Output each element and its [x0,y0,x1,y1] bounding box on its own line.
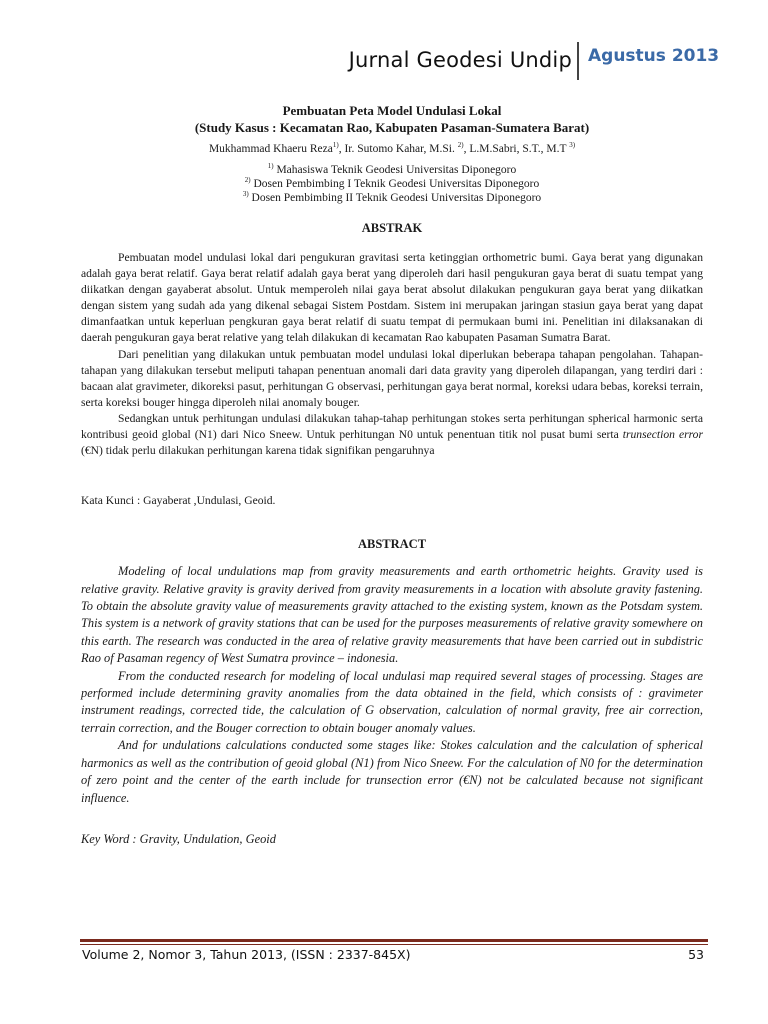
abstrak-p3-end: (€N) tidak perlu dilakukan perhitungan karena tidak signifikan pengaruhnya [81,444,435,458]
title-line-1: Pembuatan Peta Model Undulasi Lokal [282,103,502,118]
affiliation-3-mark: 3) [242,190,249,199]
page-header [0,42,768,82]
affiliation-2-text: Dosen Pembimbing I Teknik Geodesi Universitas Diponegoro [250,178,540,190]
kata-kunci: Kata Kunci : Gayaberat ,Undulasi, Geoid. [81,494,276,508]
affiliation-3-text: Dosen Pembimbing II Teknik Geodesi Universitas Diponegoro [248,192,542,204]
header-divider [577,42,579,80]
abstrak-paragraph-1: Pembuatan model undulasi lokal dari pengukuran gravitasi serta ketinggian orthometric bumi. Gaya berat yang digunakan adalah gaya berat relatif. Gaya berat relatif adalah gaya berat yang diperoleh dari hasil pengukuran gaya berat di suatu tempat yang diikatkan dengan gayaberat absolut. Untuk memperoleh nilai gaya berat absolut dilakukan pengukuran gaya berat yang diikatkan dengan sistem yang sudah ada yang dikenal sebagai Sistem Postdam. Sistem ini merupakan jaringan stasiun gaya berat yang dapat dimanfaatkan untuk keperluan pengkuran gaya berat relatif di suatu tempat di permukaan bumi ini. Penelitian ini dilaksanakan di daerah pengukuran gaya berat relative yang telah dilakukan di kecamatan Rao kabupaten Pasaman Sumatra Barat. [81,251,703,345]
key-word: Key Word : Gravity, Undulation, Geoid [81,831,276,846]
affiliation-1-mark: 1) [267,162,274,171]
issue-date: Agustus 2013 [588,46,720,66]
journal-name: Jurnal Geodesi Undip [348,48,572,72]
author-1: Mukhammad Khaeru Reza [208,143,333,155]
author-3: , L.M.Sabri, S.T., M.T [463,143,570,155]
affiliation-3 [81,191,703,205]
footer-volume: Volume 2, Nomor 3, Tahun 2013, (ISSN : 2337-845X) [82,947,411,962]
footer-rule-thick [80,939,708,942]
abstrak-p3-start: Sedangkan untuk perhitungan undulasi dilakukan tahap-tahap perhitungan stokes serta perhitungan spherical harmonic serta kontribusi geoid global (N1) dari Nico Sneew. Untuk perhitungan N0 untuk penentuan titik nol pusat bumi serta [81,411,703,442]
article-body [81,102,703,848]
article-title [81,102,703,136]
abstrak-paragraph-2: Dari penelitian yang dilakukan untuk pembuatan model undulasi lokal diperlukan beberapa tahapan pengolahan. Tahapan-tahapan yang dilakukan tersebut meliputi tahapan penentuan anomali dari data gravity yang diperoleh dilapangan, yang terdiri dari : bacaan alat gravimeter, dikoreksi pasut, perhitungan G observasi, perhitungan gaya berat normal, koreksi udara bebas, koreksi terrain, serta koreksi bouger hingga diperoleh nilai anomaly bouger. [81,347,703,409]
footer-rule-thin [80,944,708,945]
author-3-mark: 3) [569,141,576,150]
abstract-paragraph-1: Modeling of local undulations map from gravity measurements and earth orthometric heights. Gravity used is relative gravity. Relative gravity is gravity derived from gravity measurements in a location with absolute gravity fastening. To obtain the absolute gravity value of measurements gravity attached to the existing system, known as the Potsdam system. This system is a network of gravity stations that can be used for the purposes measurements of relative gravity somewhere on this earth. The research was conducted in the area of relative gravity measurements that have been carried out in subdistric Rao of Pasaman regency of West Sumatra province – indonesia. [81,564,703,666]
affiliation-1 [81,163,703,177]
author-1-mark: 1) [332,141,339,150]
title-line-2: (Study Kasus : Kecamatan Rao, Kabupaten Pasaman-Sumatera Barat) [194,120,590,135]
affiliation-2 [81,177,703,191]
abstract-paragraph-2: From the conducted research for modeling of local undulasi map required several stages of processing. Stages are performed include determining gravity anomalies from the data obtained in the field, which consists of : gravimeter instrument readings, corrected tide, the calculation of G observation, calculation of normal gravity, free air correction, terrain correction, and the Bouger correction to obtain bouger anomaly values. [81,668,703,735]
abstract-paragraph-3: And for undulations calculations conducted some stages like: Stokes calculation and the calculation of spherical harmonics as well as the contribution of geoid global (N1) from Nico Sneew. For the calculation of N0 for the determination of zero point and the center of the earth include for trunsection error (€N) not be calculated because not significant influence. [81,738,703,805]
affiliation-2-mark: 2) [244,176,251,185]
abstrak-p3-italic: trunsection error [622,428,703,442]
author-2-mark: 2) [457,141,464,150]
abstrak-paragraph-3 [81,411,703,459]
author-list [81,142,703,157]
page-number: 53 [688,947,704,962]
abstract-heading: ABSTRACT [357,537,427,552]
abstrak-heading: ABSTRAK [361,221,423,235]
affiliation-1-text: Mahasiswa Teknik Geodesi Universitas Diponegoro [273,164,517,176]
author-2: , Ir. Sutomo Kahar, M.Si. [338,143,458,155]
